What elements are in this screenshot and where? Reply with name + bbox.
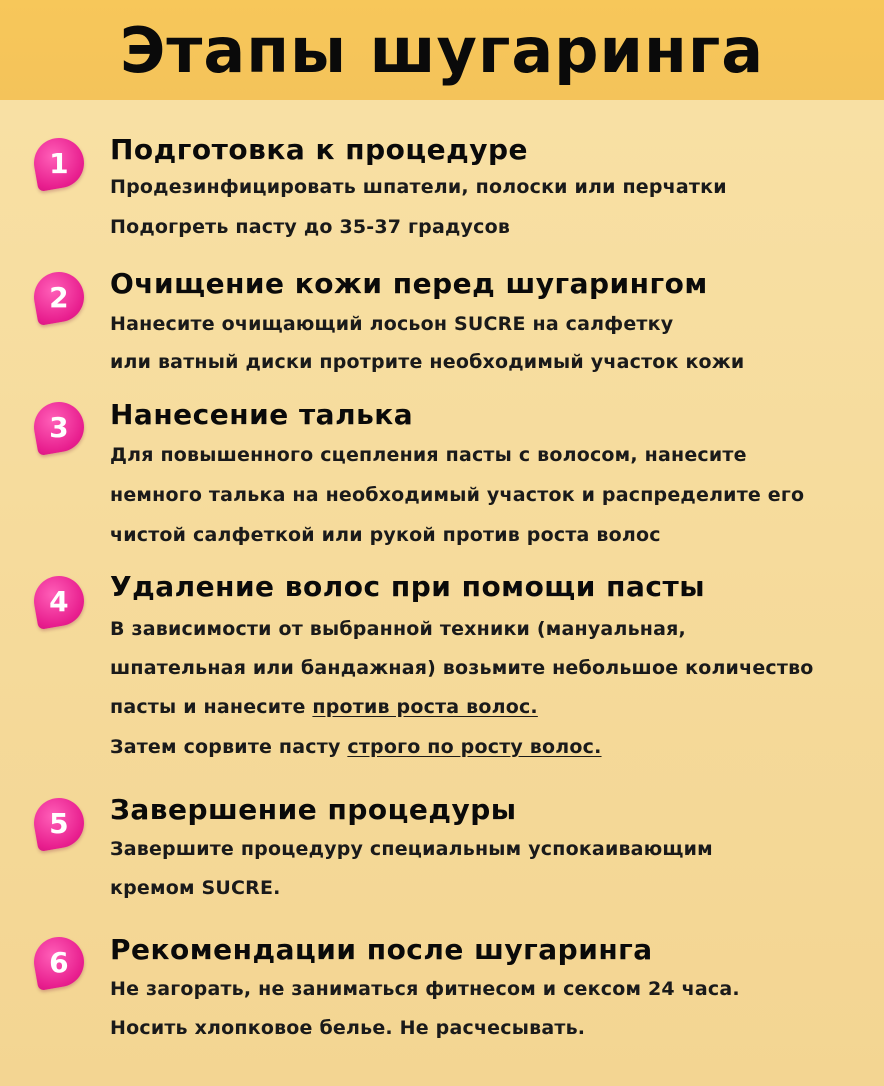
step-text-line: Подогреть пасту до 35-37 градусов bbox=[110, 216, 511, 238]
steps-list bbox=[0, 100, 884, 1086]
step-number-badge: 1 bbox=[30, 134, 88, 192]
step-text-line bbox=[110, 736, 602, 758]
step-number-badge: 5 bbox=[30, 794, 88, 852]
step-text-line: Продезинфицировать шпатели, полоски или перчатки bbox=[110, 176, 727, 198]
underlined-emphasis: против роста волос. bbox=[312, 696, 538, 718]
step-title: Завершение процедуры bbox=[110, 793, 517, 826]
step-text-line: немного талька на необходимый участок и распределите его bbox=[110, 484, 805, 506]
step-text-line: Завершите процедуру специальным успокаивающим bbox=[110, 838, 713, 860]
step-text-line: Нанесите очищающий лосьон SUCRE на салфетку bbox=[110, 313, 674, 335]
step-text-line: или ватный диски протрите необходимый участок кожи bbox=[110, 351, 745, 373]
step-text-line: Для повышенного сцепления пасты с волосом, нанесите bbox=[110, 444, 747, 466]
step-text-line: В зависимости от выбранной техники (мануальная, bbox=[110, 618, 686, 640]
step-number-badge: 4 bbox=[30, 572, 88, 630]
step-number-badge: 2 bbox=[30, 268, 88, 326]
step-text-line bbox=[110, 696, 538, 718]
text-prefix: пасты и нанесите bbox=[110, 696, 313, 718]
step-title: Нанесение талька bbox=[110, 398, 414, 431]
step-title: Рекомендации после шугаринга bbox=[110, 933, 653, 966]
page-title: Этапы шугаринга bbox=[119, 13, 765, 87]
step-text-line: кремом SUCRE. bbox=[110, 877, 281, 899]
step-text-line: шпательная или бандажная) возьмите небольшое количество bbox=[110, 657, 814, 679]
step-number-badge: 3 bbox=[30, 398, 88, 456]
step-text-line: Не загорать, не заниматься фитнесом и сексом 24 часа. bbox=[110, 978, 740, 1000]
underlined-emphasis: строго по росту волос. bbox=[347, 736, 602, 758]
header-banner bbox=[0, 0, 884, 100]
step-text-line: чистой салфеткой или рукой против роста волос bbox=[110, 524, 661, 546]
text-prefix: Затем сорвите пасту bbox=[110, 736, 348, 758]
step-title: Подготовка к процедуре bbox=[110, 133, 528, 166]
step-title: Очищение кожи перед шугарингом bbox=[110, 267, 708, 300]
step-number-badge: 6 bbox=[30, 933, 88, 991]
step-title: Удаление волос при помощи пасты bbox=[110, 570, 706, 603]
step-text-line: Носить хлопковое белье. Не расчесывать. bbox=[110, 1017, 586, 1039]
